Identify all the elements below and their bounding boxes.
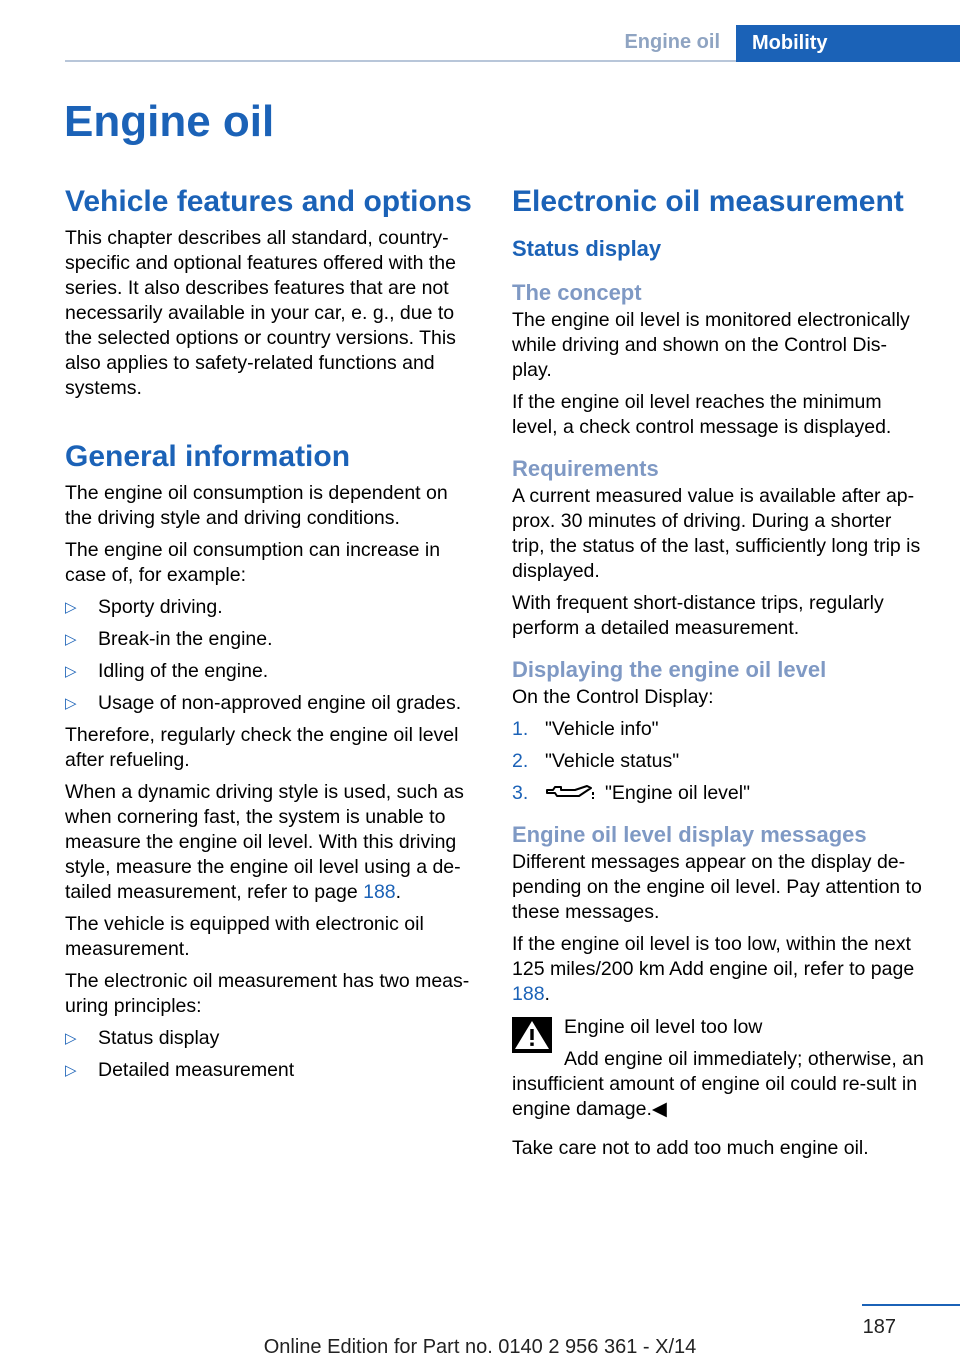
step-number: 2. — [512, 750, 529, 772]
list-item — [65, 1026, 477, 1051]
final-paragraph: Take care not to add too much engine oil. — [512, 1137, 869, 1159]
display-steps-list — [512, 717, 924, 806]
paragraph-text: If the engine oil level is too low, within the next 125 miles/200 km Add engine oil, refer to page — [512, 933, 915, 980]
page-header — [0, 25, 960, 61]
general-info-paragraph-6: The electronic oil measurement has two meas-uring principles: — [65, 970, 470, 1017]
triangle-bullet-icon: ▷ — [65, 1030, 77, 1047]
list-item-text: Usage of non-approved engine oil grades. — [98, 692, 462, 714]
messages-paragraph-2 — [512, 932, 924, 1007]
step-number: 3. — [512, 782, 529, 804]
concept-paragraph-2: If the engine oil level reaches the minimum level, a check control message is displayed. — [512, 391, 892, 438]
page-ref-link[interactable]: 188 — [363, 881, 396, 903]
triangle-bullet-icon: ▷ — [65, 631, 77, 648]
list-item — [512, 717, 924, 742]
warning-box — [512, 1015, 924, 1122]
displaying-paragraph-1: On the Control Display: — [512, 686, 714, 708]
list-item — [512, 749, 924, 774]
step-text: "Engine oil level" — [605, 782, 751, 804]
page-ref-link[interactable]: 188 — [512, 983, 545, 1005]
page-number: 187 — [862, 1316, 896, 1338]
vehicle-features-text: This chapter describes all standard, country-specific and optional features offered with the series. It also describes features that are not necessarily available in your car, e. g., due to the selected options or country versions. This also applies to safety-related functions and systems. — [65, 227, 456, 399]
concept-paragraph-1: The engine oil level is monitored electronically while driving and shown on the Control Dis-play. — [512, 309, 910, 381]
list-item — [65, 595, 477, 620]
list-item — [512, 781, 924, 806]
header-section-label: Engine oil — [624, 31, 720, 53]
list-item-text: Detailed measurement — [98, 1059, 295, 1081]
heading-requirements: Requirements — [512, 456, 659, 481]
paragraph-text: . — [544, 983, 550, 1005]
general-info-paragraph-4 — [65, 780, 477, 905]
step-number: 1. — [512, 718, 529, 740]
list-item-text: Sporty driving. — [98, 596, 223, 618]
right-column — [512, 182, 924, 1168]
list-item — [65, 691, 477, 716]
heading-display-messages: Engine oil level display messages — [512, 822, 867, 847]
triangle-bullet-icon: ▷ — [65, 599, 77, 616]
heading-displaying-oil-level: Displaying the engine oil level — [512, 657, 827, 682]
triangle-bullet-icon: ▷ — [65, 1062, 77, 1079]
consumption-causes-list — [65, 595, 477, 716]
warning-body — [512, 1047, 924, 1122]
paragraph-text: . — [395, 881, 402, 903]
general-info-paragraph-2: The engine oil consumption can increase in case of, for example: — [65, 539, 441, 586]
triangle-bullet-icon: ▷ — [65, 695, 77, 712]
left-column — [65, 182, 477, 1090]
heading-general-information: General information — [65, 440, 351, 473]
list-item-text: Break-in the engine. — [98, 628, 273, 650]
general-info-paragraph-1: The engine oil consumption is dependent on the driving style and driving conditions. — [65, 482, 448, 529]
list-item-text: Idling of the engine. — [98, 660, 269, 682]
triangle-bullet-icon: ▷ — [65, 663, 77, 680]
requirements-paragraph-1: A current measured value is available after ap-prox. 30 minutes of driving. During a shorter trip, the status of the last, sufficiently long trip is displayed. — [512, 485, 921, 582]
messages-paragraph-1: Different messages appear on the display de-pending on the engine oil level. Pay attention to these messages. — [512, 851, 922, 923]
step-text: "Vehicle info" — [545, 718, 659, 740]
heading-status-display: Status display — [512, 236, 662, 261]
list-item — [65, 1058, 477, 1083]
measurement-principles-list — [65, 1026, 477, 1083]
header-chapter-tab: Mobility — [736, 25, 960, 62]
footer-rule — [862, 1304, 960, 1306]
requirements-paragraph-2: With frequent short-distance trips, regularly perform a detailed measurement. — [512, 592, 884, 639]
list-item — [65, 627, 477, 652]
warning-title: Engine oil level too low — [564, 1016, 763, 1038]
list-item — [65, 659, 477, 684]
step-text: "Vehicle status" — [545, 750, 680, 772]
general-info-paragraph-5: The vehicle is equipped with electronic oil measurement. — [65, 913, 424, 960]
warning-body-text: Add engine oil immediately; otherwise, an insufficient amount of engine oil could re-sult in engine damage.◀ — [512, 1048, 924, 1120]
heading-electronic-oil-measurement: Electronic oil measurement — [512, 185, 904, 218]
paragraph-text: When a dynamic driving style is used, such as when cornering fast, the system is unable to measure the engine oil level. With this driving style, measure the engine oil level using a de-tailed measurement, refer to page — [65, 781, 464, 903]
edition-footer: Online Edition for Part no. 0140 2 956 361 - X/14 — [263, 1336, 697, 1358]
heading-vehicle-features: Vehicle features and options — [65, 185, 472, 218]
list-item-text: Status display — [98, 1027, 220, 1049]
page-title: Engine oil — [64, 97, 275, 146]
general-info-paragraph-3: Therefore, regularly check the engine oil level after refueling. — [65, 724, 459, 771]
heading-the-concept: The concept — [512, 280, 642, 305]
oil-can-icon — [545, 782, 597, 802]
warning-triangle-icon — [512, 1017, 552, 1053]
